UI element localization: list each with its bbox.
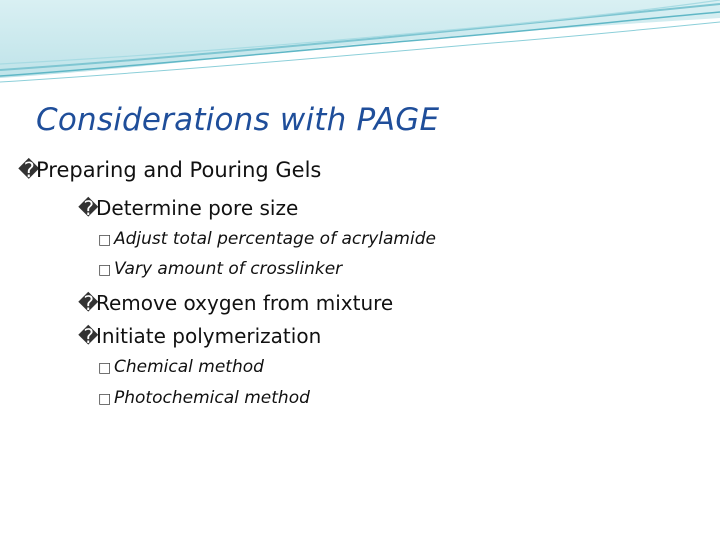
bullet-text: Remove oxygen from mixture: [96, 291, 394, 315]
bullet-vary-crosslinker: [98, 259, 342, 279]
checkbox-square-icon: □: [98, 360, 112, 376]
header-wave-band: [0, 0, 720, 90]
bullet-glyph-icon: �: [18, 158, 40, 182]
slide-title: Considerations with PAGE: [36, 102, 440, 138]
checkbox-square-icon: □: [98, 391, 112, 407]
bullet-preparing-pouring-gels: [18, 158, 321, 182]
bullet-text: Adjust total percentage of acrylamide: [114, 229, 436, 249]
bullet-remove-oxygen: [78, 291, 393, 315]
bullet-adjust-acrylamide: [98, 229, 436, 249]
bullet-initiate-polymerization: [78, 324, 321, 348]
bullet-glyph-icon: �: [78, 324, 99, 348]
bullet-glyph-icon: �: [78, 291, 99, 315]
bullet-text: Determine pore size: [96, 196, 299, 220]
bullet-text: Photochemical method: [114, 388, 310, 408]
bullet-text: Vary amount of crosslinker: [114, 259, 343, 279]
bullet-chemical-method: [98, 357, 264, 377]
bullet-glyph-icon: �: [78, 196, 99, 220]
bullet-photochemical-method: [98, 388, 310, 408]
bullet-text: Chemical method: [114, 357, 264, 377]
bullet-text: Initiate polymerization: [96, 324, 322, 348]
checkbox-square-icon: □: [98, 232, 112, 248]
bullet-determine-pore-size: [78, 196, 298, 220]
bullet-text: Preparing and Pouring Gels: [36, 158, 322, 182]
checkbox-square-icon: □: [98, 262, 112, 278]
